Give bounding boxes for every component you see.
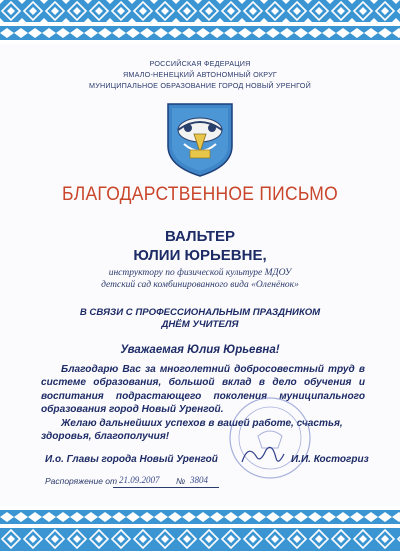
ornament-pattern-top [0,0,400,44]
order-underline [113,487,219,488]
recipient-name: ЮЛИИ ЮРЬЕВНЕ, [133,247,267,264]
occasion-line1: В СВЯЗИ С ПРОФЕССИОНАЛЬНЫМ ПРАЗДНИКОМ [79,307,321,318]
handwritten-signature [238,440,286,470]
order-label: Распоряжение от [45,476,118,486]
header-municipality: МУНИЦИПАЛЬНОЕ ОБРАЗОВАНИЕ ГОРОД НОВЫЙ УРЕНГОЙ [89,81,311,90]
bottom-ornament-band [0,506,400,551]
signatory-name: И.И. Костогриз [291,454,369,465]
signatory-position: И.о. Главы города Новый Уренгой [45,454,218,465]
coat-of-arms-emblem [164,100,236,178]
body-paragraph-1: Благодарю Вас за многолетний добросовестный труд в системе образования, большой вклад в дело обучения и воспитания подрастающего поколения муниципального образования город Новый Уренгой. [41,364,365,415]
recipient-surname: ВАЛЬТЕР [164,228,236,245]
recipient-position-line1: инструктору по физической культуре МДОУ [108,268,292,278]
order-date: 21.09.2007 [119,475,160,485]
header-region: ЯМАЛО-НЕНЕЦКИЙ АВТОНОМНЫЙ ОКРУГ [123,70,277,79]
recipient-position-line2: детский сад комбинированного вида «Оленёнок» [101,280,299,290]
letter-body [0,44,400,506]
order-number: 3804 [190,475,208,485]
letter-title: БЛАГОДАРСТВЕННОЕ ПИСЬМО [62,184,338,205]
top-ornament-band [0,0,400,44]
order-number-sign: № [176,476,186,486]
header-country: РОССИЙСКАЯ ФЕДЕРАЦИЯ [149,59,251,68]
occasion-line2: ДНЁМ УЧИТЕЛЯ [161,319,239,330]
body-paragraph-2: Желаю дальнейших успехов в вашей работе, счастья, здоровья, благополучия! [41,418,343,443]
greeting: Уважаемая Юлия Юрьевна! [120,344,280,356]
ornament-pattern-bottom [0,506,400,551]
